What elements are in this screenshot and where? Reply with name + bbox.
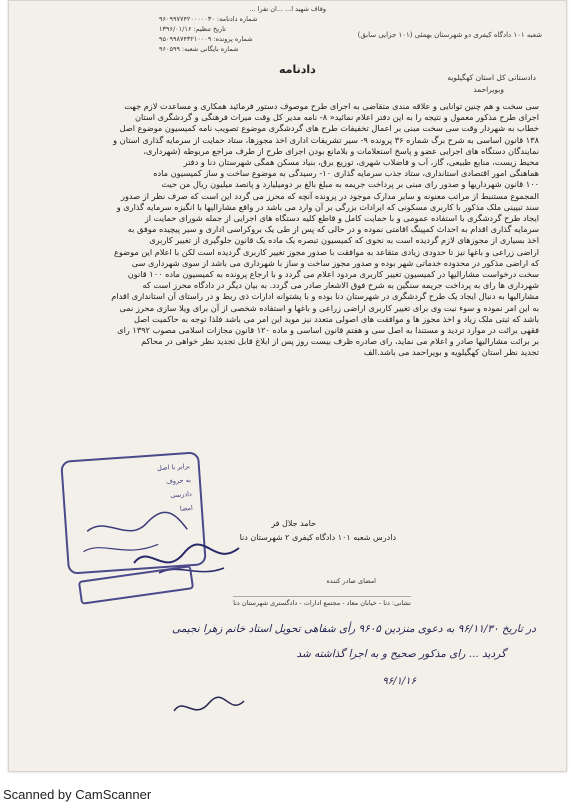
footer-bar: [0, 775, 573, 809]
judge-name: حامد جلال فر: [271, 519, 316, 528]
archive-number: شماره بایگانی شعبه: ۹۶۰۵۹۹: [159, 45, 239, 53]
stamp-line: به حروف: [165, 475, 192, 486]
stamp-line: امضا: [179, 503, 194, 513]
addressee-line-1: دادستانی کل استان کهگیلویه: [447, 73, 536, 82]
ruling-body: [39, 101, 539, 359]
body-line: مشارالیها به دنبال ایجاد یک طرح گردشگری در شهرستان دنا بوده و با پشتوانه ادارات ذی ربط و در راستای آن استانداری اقدام: [111, 291, 539, 302]
scanned-document: [8, 0, 567, 772]
body-line: باشد که ثبتی ملک زیاد و اخذ مجوز ها و موافقت های اصولی متعدد نیز موید این امر می باشد فلذا توجه به حاکمیت اصل: [134, 313, 539, 324]
body-line: المجموع مستنبط از مراتب معنونه و سایر مدارک موجود در پرونده آنچه که محرز می گردد این است که صرف نظر از صدور: [121, 190, 539, 201]
body-line: ۱۳۸ قانون اساسی به شرح برگ شماره ۳۶ پرونده ۹- سیر تشریفات اداری اخذ مجوزها، ستاد حمایت از سرمایه گذاری استان و: [113, 134, 539, 145]
stamp-line: برابر با اصل: [156, 461, 191, 473]
handwritten-note-line-2: گردید ... رای مذکور صحیح و به اجرا گذاشته شد: [296, 648, 506, 660]
body-line: به این امر نموده و سوء نیت وی برای تغییر کاربری اراضی زراعی و باغها و استفاده شخصی از آن برای ویلا سازی محرز نمی: [119, 302, 539, 313]
body-line: سرمایه گذاری اقدام به احداث کمپینگ اقامتی نموده و در حالی که پس از طی یک بروکراسی اداری و سیر پیچیده موفق به: [127, 224, 539, 235]
body-line: اجرای طرح مذکور معمول و نتیجه را به این دفتر اعلام نمائید« ۸- نامه مدیر کل وقت میراث فرهنگی و گردشگری استان: [134, 112, 539, 123]
body-line: فقهی برائت در موارد تردید و مستندا به اصل سی و هفتم قانون اساسی و ماده ۱۲۰ قانون مجازات اسلامی مصوب ۱۳۹۲ رای: [117, 325, 539, 336]
stamp-line: دادرسی: [169, 489, 193, 500]
document-title: دادنامه: [279, 63, 316, 76]
body-line: سند تبیینی ملک مذکور با کاربری مسکونی که ایرادات بزرگی بر آن وارد می باشد در واقع مشارالیها با انگیزه سرمایه گذاری و: [116, 201, 539, 212]
handwritten-note-line-1: در تاریخ ۹۶/۱۱/۳۰ به دعوی منزدین ۹۶۰۵ رأی شفاهی تحویل استاد خانم زهرا نجیمی: [171, 623, 536, 635]
ruling-date: تاریخ تنظیم: ۱۳۹۶/۰۱/۱۶: [159, 25, 226, 33]
handwritten-date: ۹۶/۱/۱۶: [382, 676, 416, 687]
body-line: بر برائت مشارالیها صادر و اعلام می نماید، رای صادره ظرف بیست روز پس از ابلاغ قابل تجدید نظر خواهی در محاکم: [141, 336, 539, 347]
body-line: تجدید نظر استان کهگیلویه و بویراحمد می باشد.الف: [363, 347, 539, 358]
top-strip-text: وقاف شهید ا... ...ان تفرا ...: [249, 5, 326, 13]
body-line: سخت درخواست مشارالیها در کمیسیون تغییر کاربری مردود اعلام می گردد و با ارجاع پرونده به کمیسیون ماده ۱۰۰ قانون: [127, 269, 539, 280]
body-line: سی سخت و هم چنین توانایی و علاقه مندی متقاضی به اجرای طرح موصوف دستور فرمائید همکاری و مساعدت لازم جهت: [124, 101, 539, 111]
case-number: شماره پرونده: ۹۵۰۹۹۸۷۴۳۲۱۰۰۰۹: [159, 35, 253, 43]
handwritten-signature-icon: [169, 691, 249, 726]
court-address: نشانی: دنا - خیابان معاد - مجتمع ادارات - دادگستری شهرستان دنا: [233, 596, 411, 607]
addressee-line-2: وبویراحمد: [473, 85, 504, 94]
ruling-number: شماره دادنامه: ۹۶۰۹۹۷۷۴۲۰۰۰۰۰۳۰: [159, 15, 258, 23]
body-line: ۱۰۰ قانون شهرداریها و صدور رای مبنی بر پرداخت جریمه به مبلغ بالغ بر دومیلیارد و پانصد میلیون ریال من حیث: [161, 179, 539, 190]
body-line: شهرداری ها رای به پرداخت جریمه سنگین به شرح فوق الاشعار صادر می گردد. به بیان دیگر در دادگاه محرز است که: [142, 280, 539, 291]
court-branch: شعبه ۱۰۱ دادگاه کیفری دو شهرستان بهمئی (۱۰۱ جزایی سابق): [357, 31, 542, 39]
body-line: هماهنگی امور اقتصادی استانداری، ستاد جذب سرمایه گذاری ۱۰- رسیدگی به موضوع ساخت و ساز کمیسیون ماده: [153, 168, 539, 179]
camscanner-credit: Scanned by CamScanner: [3, 787, 152, 802]
body-line: خطاب به شهردار وقت سی سخت مبنی بر اعمال تخفیفات طرح های گردشگری موضوع تصویب نامه کمیسیون موضوع اصل: [119, 123, 539, 134]
body-line: که اراضی مذکور در محدوده خدماتی شهر بوده و صدور مجوز ساخت و ساز با شهرداری می باشد از سوی شهرداری سی: [131, 257, 539, 268]
body-line: اراضی زراعی و باغها نیز تا حدودی زیادی متقاعد به موافقت با صدور مجوز تغییر کاربری گردیده است لکن با اعلام این موضوع: [114, 246, 539, 257]
body-line: ایجاد طرح گردشگری با استفاده عمومی و با حمایت کامل و قاطع کلیه دستگاه های اجرایی از جمله شورای حمایت از: [144, 213, 539, 224]
signer-caption: امضای صادر کننده: [326, 577, 376, 585]
body-line: نمایندگان دستگاه های اجرایی عضو و پاسخ استعلامات و بلامانع بودن اجرای طرح از طرف مراجع مربوطه (شهرداری،: [143, 145, 539, 156]
body-line: اخذ بسیاری از مجوزهای لازم گردیده است به نحوی که کمیسیون تبصره یک ماده یک قانون جلوگیری از تغییر کاربری: [149, 235, 539, 246]
judge-role: دادرس شعبه ۱۰۱ دادگاه کیفری ۲ شهرستان دنا: [239, 533, 396, 542]
body-line: محیط زیست، منابع طبیعی، گاز، آب و فاضلاب شهری، توزیع برق، بنیاد مسکن همگی شهرستان دنا و دفتر: [183, 157, 539, 168]
